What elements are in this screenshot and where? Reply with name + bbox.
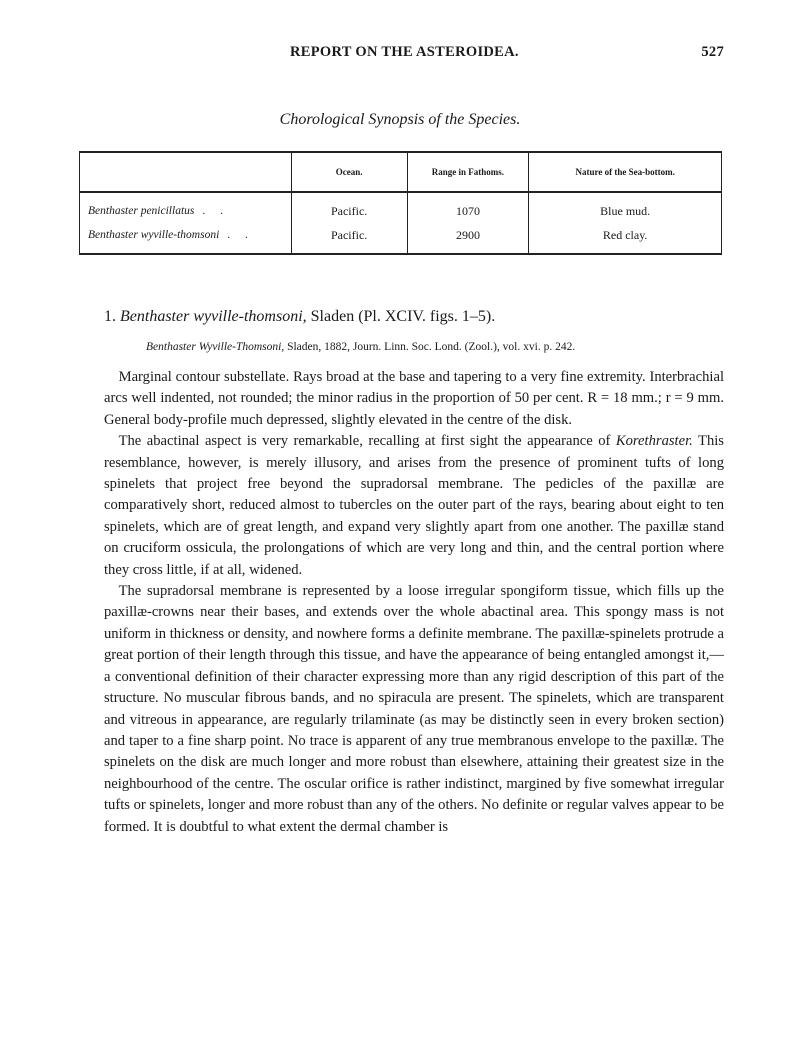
paragraph-1 — [104, 367, 724, 431]
table-row — [80, 223, 722, 254]
table-row — [80, 192, 722, 223]
body-text — [104, 367, 724, 838]
header-title: REPORT ON THE ASTEROIDEA. — [290, 44, 519, 60]
leader-dots: . . — [227, 229, 254, 241]
table-cell-range: 1070 — [407, 192, 529, 223]
table-header-range: Range in Fathoms. — [407, 152, 529, 192]
species-heading — [104, 308, 744, 326]
citation-name: Benthaster Wyville-Thomsoni, — [146, 341, 285, 353]
citation — [146, 341, 746, 353]
species-name: Benthaster wyville-thomsoni — [88, 229, 220, 241]
page-number: 527 — [701, 44, 724, 60]
paragraph-1-text: Marginal contour substellate. Rays broad at the base and tapering to a very fine extremity. Interbrachial arcs well indented, not rounded; the minor radius in the proportion of 50 per cent. R = 18 mm.; r = 9 mm. General body-profile much depressed, slightly elevated in the centre of the disk. — [104, 369, 724, 428]
leader-dots: . . — [202, 205, 229, 217]
running-header — [104, 44, 724, 64]
chorological-table — [79, 151, 722, 255]
table-cell-bottom: Red clay. — [529, 223, 722, 254]
table-cell-species — [80, 192, 292, 223]
table-cell-ocean: Pacific. — [291, 192, 407, 223]
paragraph-2 — [104, 431, 724, 581]
paragraph-2-text-b: This resemblance, however, is merely illusory, and arises from the presence of prominent tufts of long spinelets that project free beyond the supradorsal membrane. The pedicles of the paxillæ are comparatively short, reduced almost to tubercles on the outer part of the rays, bearing about eight to ten spinelets, which are of great length, and expand very slightly apart from one another. The paxillæ stand on cruciform ossicula, the prolongations of which are very long and thin, and the central portion where they cross little, if at all, widened. — [104, 433, 724, 578]
genus-name: Korethraster. — [615, 433, 693, 450]
table-cell-range: 2900 — [407, 223, 529, 254]
synopsis-title: Chorological Synopsis of the Species. — [279, 111, 521, 128]
table-header-row — [80, 152, 722, 192]
table-cell-species — [80, 223, 292, 254]
paragraph-3-text: The supradorsal membrane is represented by a loose irregular spongiform tissue, which fills up the paxillæ-crowns near their bases, and extends over the whole abactinal area. This spongy mass is not uniform in thickness or density, and nowhere forms a definite membrane. The paxillæ-spinelets protrude a great portion of their length through this tissue, and have the appearance of being entangled amongst it,—a conventional definition of their character expressing more than any rigid description of this part of the structure. No muscular fibrous bands, and no spiracula are present. The spinelets, which are transparent and vitreous in appearance, are regularly trilaminate (as may be distinctly seen in every broken section) and taper to a fine sharp point. No trace is apparent of any true membranous envelope to the paxillæ. The spinelets on the disk are much longer and more robust than elsewhere, attaining their greatest size in the neighbourhood of the centre. The oscular orifice is rather indistinct, margined by five somewhat irregular tufts or spinelets, longer and more robust than any of the others. No definite or regular valves appear to be formed. It is doubtful to what extent the dermal chamber is — [104, 583, 724, 835]
species-number: 1. — [104, 308, 116, 325]
table-header-species — [80, 152, 292, 192]
table-header-ocean: Ocean. — [291, 152, 407, 192]
citation-rest: Sladen, 1882, Journ. Linn. Soc. Lond. (Zool.), vol. xvi. p. 242. — [287, 341, 576, 353]
table-header-bottom: Nature of the Sea-bottom. — [529, 152, 722, 192]
species-heading-rest: Sladen (Pl. XCIV. figs. 1–5). — [310, 308, 496, 325]
paragraph-2-text-a: The abactinal aspect is very remarkable, recalling at first sight the appearance of — [118, 433, 611, 450]
table-cell-bottom: Blue mud. — [529, 192, 722, 223]
species-name: Benthaster penicillatus — [88, 205, 195, 217]
species-heading-name: Benthaster wyville-thomsoni, — [120, 308, 307, 325]
table-cell-ocean: Pacific. — [291, 223, 407, 254]
paragraph-3 — [104, 581, 724, 838]
